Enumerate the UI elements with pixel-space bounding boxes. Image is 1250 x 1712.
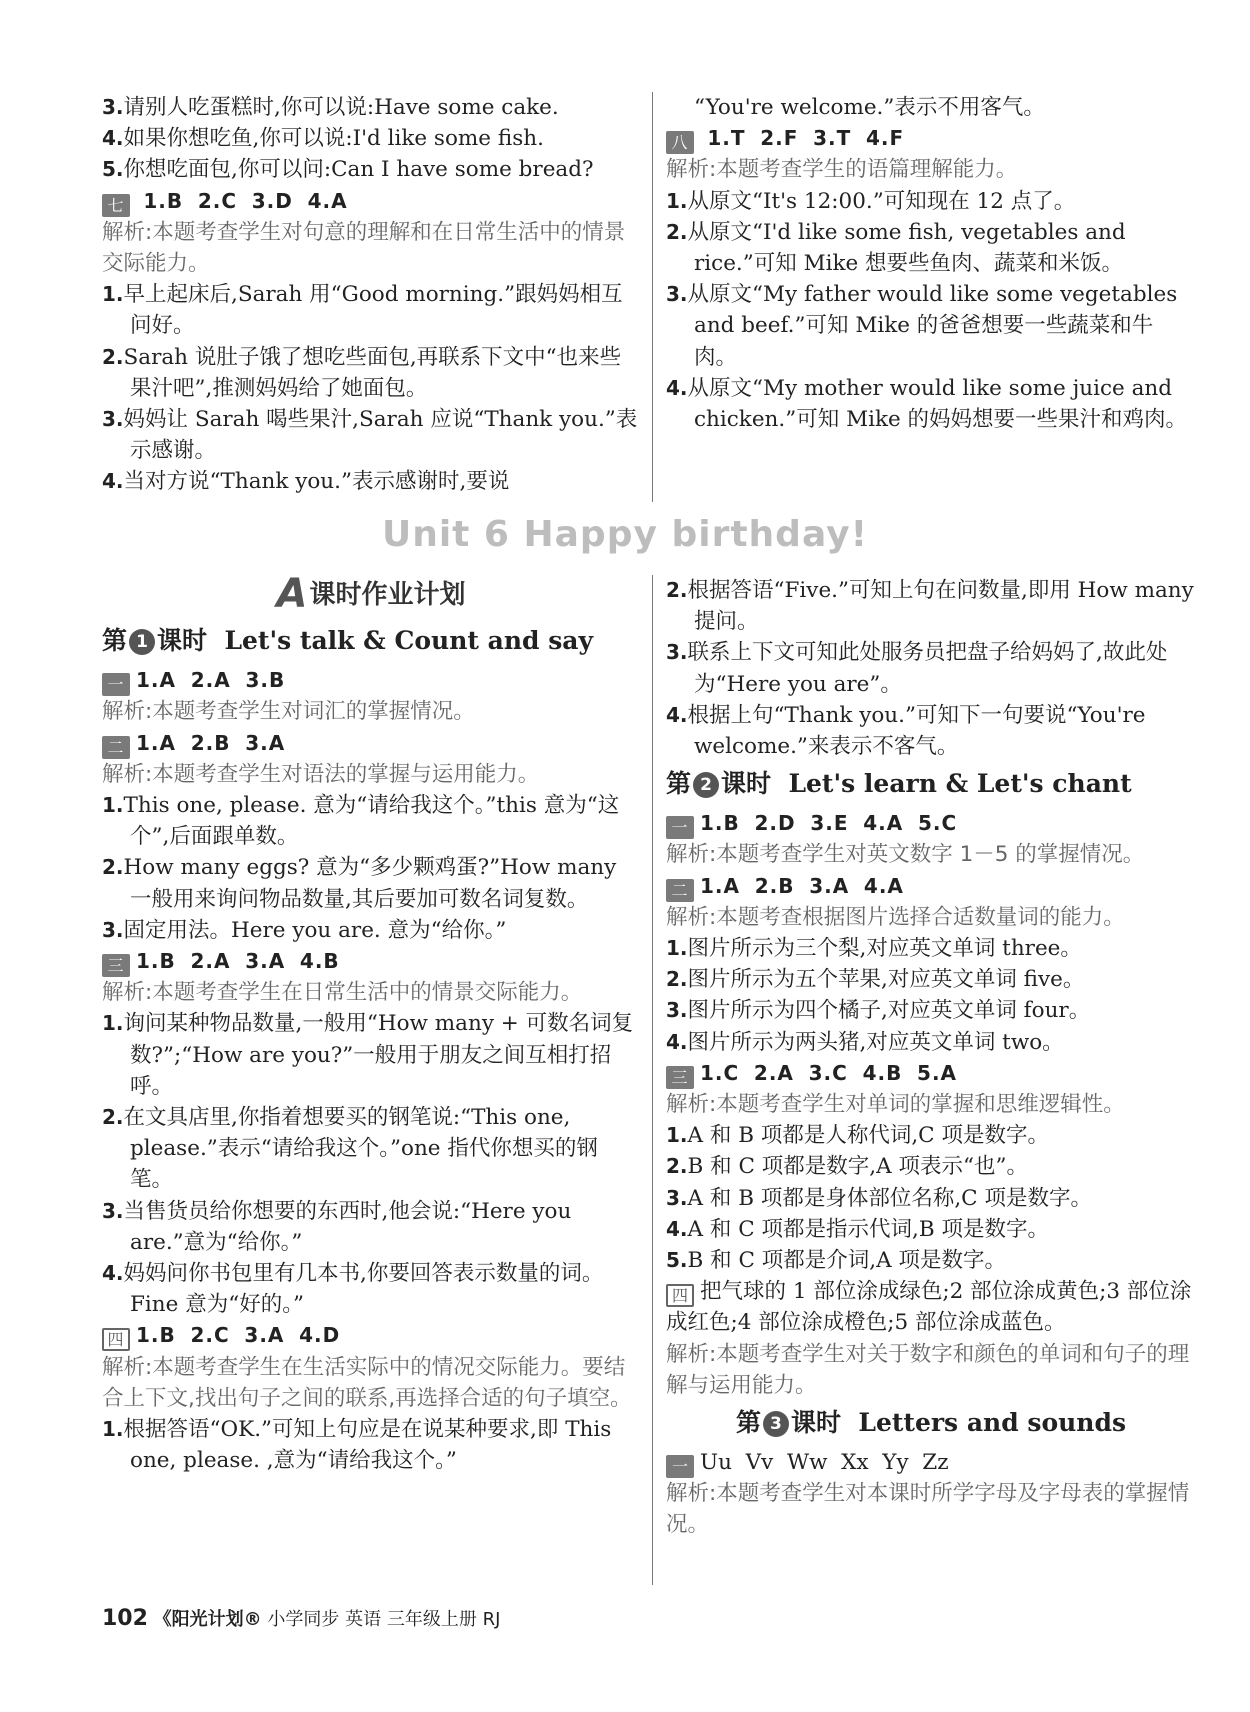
answer-row: 七 1.B 2.C 3.D 4.A [102,186,640,217]
analysis-text: 解析:本题考查学生的语篇理解能力。 [666,157,1018,183]
answer-row: 一 1.B 2.D 3.E 4.A 5.C [666,808,1196,839]
list-item: 5.B 和 C 项都是介词,A 项是数字。 [666,1248,1006,1274]
section-tag: 一 [666,816,694,839]
section-tag: 一 [666,1455,694,1478]
list-item: 3.妈妈让 Sarah 喝些果汁,Sarah 应说“Thank you.”表示感谢。 [102,407,638,464]
list-item: 3.联系上下文可知此处服务员把盘子给妈妈了,故此处为“Here you are”。 [666,640,1168,697]
answer-row: 三 1.B 2.A 3.A 4.B [102,946,640,977]
left-bottom-column [102,571,640,1476]
lesson-3-heading: 第 3 课时 Letters and sounds [735,1408,1127,1438]
section-tag: 三 [102,954,130,977]
brand-name: 《阳光计划® [153,1609,262,1630]
list-item: 1.根据答语“OK.”可知上句应是在说某种要求,即 This one, please. ,意为“请给我这个。” [102,1417,612,1474]
page-number: 102 [102,1606,148,1631]
right-top-column [666,92,1196,435]
list-item: 2.根据答语“Five.”可知上句在问数量,即用 How many 提问。 [666,578,1194,635]
left-top-column [102,92,640,498]
list-item: 4.当对方说“Thank you.”表示感谢时,要说 [102,469,510,495]
answer-row: 一 Uu Vv Ww Xx Yy Zz [666,1447,1196,1478]
section-a-heading: A课时作业计划 [276,571,466,617]
section-tag: 四 [666,1284,694,1307]
section-tag: 二 [666,879,694,902]
column-divider-bottom [652,575,653,1585]
list-item: 1.图片所示为三个梨,对应英文单词 three。 [666,936,1082,962]
list-item: 3.请别人吃蛋糕时,你可以说:Have some cake. [102,95,559,120]
list-item: 3.固定用法。Here you are. 意为“给你。” [102,917,507,943]
list-item: 2.从原文“I'd like some fish, vegetables and rice.”可知 Mike 想要些鱼肉、蔬菜和米饭。 [666,219,1126,277]
analysis-text: 解析:本题考查学生对单词的掌握和思维逻辑性。 [666,1092,1125,1118]
answer-row: 四 把气球的 1 部位涂成绿色;2 部位涂成黄色;3 部位涂成红色;4 部位涂成橙色;5 部位涂成蓝色。 [666,1279,1192,1336]
list-item: 4.根据上句“Thank you.”可知下一句要说“You're welcome.”来表示不客气。 [666,702,1146,760]
list-item: 2.Sarah 说肚子饿了想吃些面包,再联系下文中“也来些果汁吧”,推测妈妈给了她面包。 [102,344,622,401]
unit-title: Unit 6 Happy birthday! [381,514,869,555]
analysis-text: 解析:本题考查根据图片选择合适数量词的能力。 [666,904,1125,930]
analysis-text: 解析:本题考查学生在日常生活中的情景交际能力。 [102,980,583,1006]
analysis-text: 解析:本题考查学生在生活实际中的情况交际能力。要结合上下文,找出句子之间的联系,再选择合适的句子填空。 [102,1354,632,1411]
list-item: 2.在文具店里,你指着想要买的钢笔说:“This one, please.”表示“请给我这个。”one 指代你想买的钢笔。 [102,1105,598,1193]
list-item: 4.A 和 C 项都是指示代词,B 项是数字。 [666,1216,1049,1242]
answer-row: 四 1.B 2.C 3.A 4.D [102,1320,640,1351]
lesson-1-heading: 第 1 课时 Let's talk & Count and say [102,626,593,656]
continuation-text: “You're welcome.”表示不用客气。 [694,95,1045,120]
analysis-text: 解析:本题考查学生对英文数字 1－5 的掌握情况。 [666,842,1145,868]
list-item: 2.How many eggs? 意为“多少颗鸡蛋?”How many 一般用来询问物品数量,其后要加可数名词复数。 [102,855,617,912]
list-item: 4.从原文“My mother would like some juice and chicken.”可知 Mike 的妈妈想要一些果汁和鸡肉。 [666,375,1188,433]
right-bottom-column [666,575,1196,1541]
analysis-text: 解析:本题考查学生对关于数字和颜色的单词和句子的理解与运用能力。 [666,1341,1190,1398]
section-tag: 八 [666,131,694,154]
page-footer [102,1605,500,1631]
answer-row: 三 1.C 2.A 3.C 4.B 5.A [666,1058,1196,1089]
analysis-text: 解析:本题考查学生对语法的掌握与运用能力。 [102,761,540,787]
analysis-text: 解析:本题考查学生对词汇的掌握情况。 [102,699,475,725]
analysis-text: 解析:本题考查学生对本课时所学字母及字母表的掌握情况。 [666,1481,1190,1538]
column-divider-top [652,92,653,502]
list-item: 3.当售货员给你想要的东西时,他会说:“Here you are.”意为“给你。” [102,1198,572,1255]
list-item: 1.询问某种物品数量,一般用“How many + 可数名词复数?”;“How are you?”一般用于朋友之间互相打招呼。 [102,1011,634,1099]
list-item: 2.B 和 C 项都是数字,A 项表示“也”。 [666,1154,1028,1180]
section-tag: 二 [102,736,130,759]
answer-row: 一 1.A 2.A 3.B [102,665,640,696]
section-tag: 一 [102,673,130,696]
answer-row: 八 1.T 2.F 3.T 4.F [666,123,1196,154]
list-item: 1.从原文“It's 12:00.”可知现在 12 点了。 [666,188,1076,214]
list-item: 3.从原文“My father would like some vegetables and beef.”可知 Mike 的爸爸想要一些蔬菜和牛肉。 [666,282,1178,370]
section-tag: 七 [102,194,130,217]
list-item: 1.A 和 B 项都是人称代词,C 项是数字。 [666,1123,1049,1149]
analysis-text: 解析:本题考查学生对句意的理解和在日常生活中的情景交际能力。 [102,219,626,277]
answer-row: 二 1.A 2.B 3.A 4.A [666,871,1196,902]
list-item: 4.妈妈问你书包里有几本书,你要回答表示数量的词。Fine 意为“好的。” [102,1261,604,1318]
list-item: 4.图片所示为两头猪,对应英文单词 two。 [666,1029,1064,1055]
list-item: 3.图片所示为四个橘子,对应英文单词 four。 [666,998,1091,1024]
list-item: 1.This one, please. 意为“请给我这个。”this 意为“这个”,后面跟单数。 [102,793,620,850]
section-tag: 四 [102,1328,130,1351]
list-item: 1.早上起床后,Sarah 用“Good morning.”跟妈妈相互问好。 [102,282,623,339]
lesson-2-heading: 第 2 课时 Let's learn & Let's chant [666,769,1132,799]
list-item: 3.A 和 B 项都是身体部位名称,C 项是数字。 [666,1185,1092,1211]
section-tag: 三 [666,1066,694,1089]
list-item: 5.你想吃面包,你可以问:Can I have some bread? [102,157,594,183]
book-info: 小学同步 英语 三年级上册 RJ [267,1609,501,1630]
list-item: 2.图片所示为五个苹果,对应英文单词 five。 [666,967,1085,993]
answer-row: 二 1.A 2.B 3.A [102,728,640,759]
list-item: 4.如果你想吃鱼,你可以说:I'd like some fish. [102,126,544,152]
